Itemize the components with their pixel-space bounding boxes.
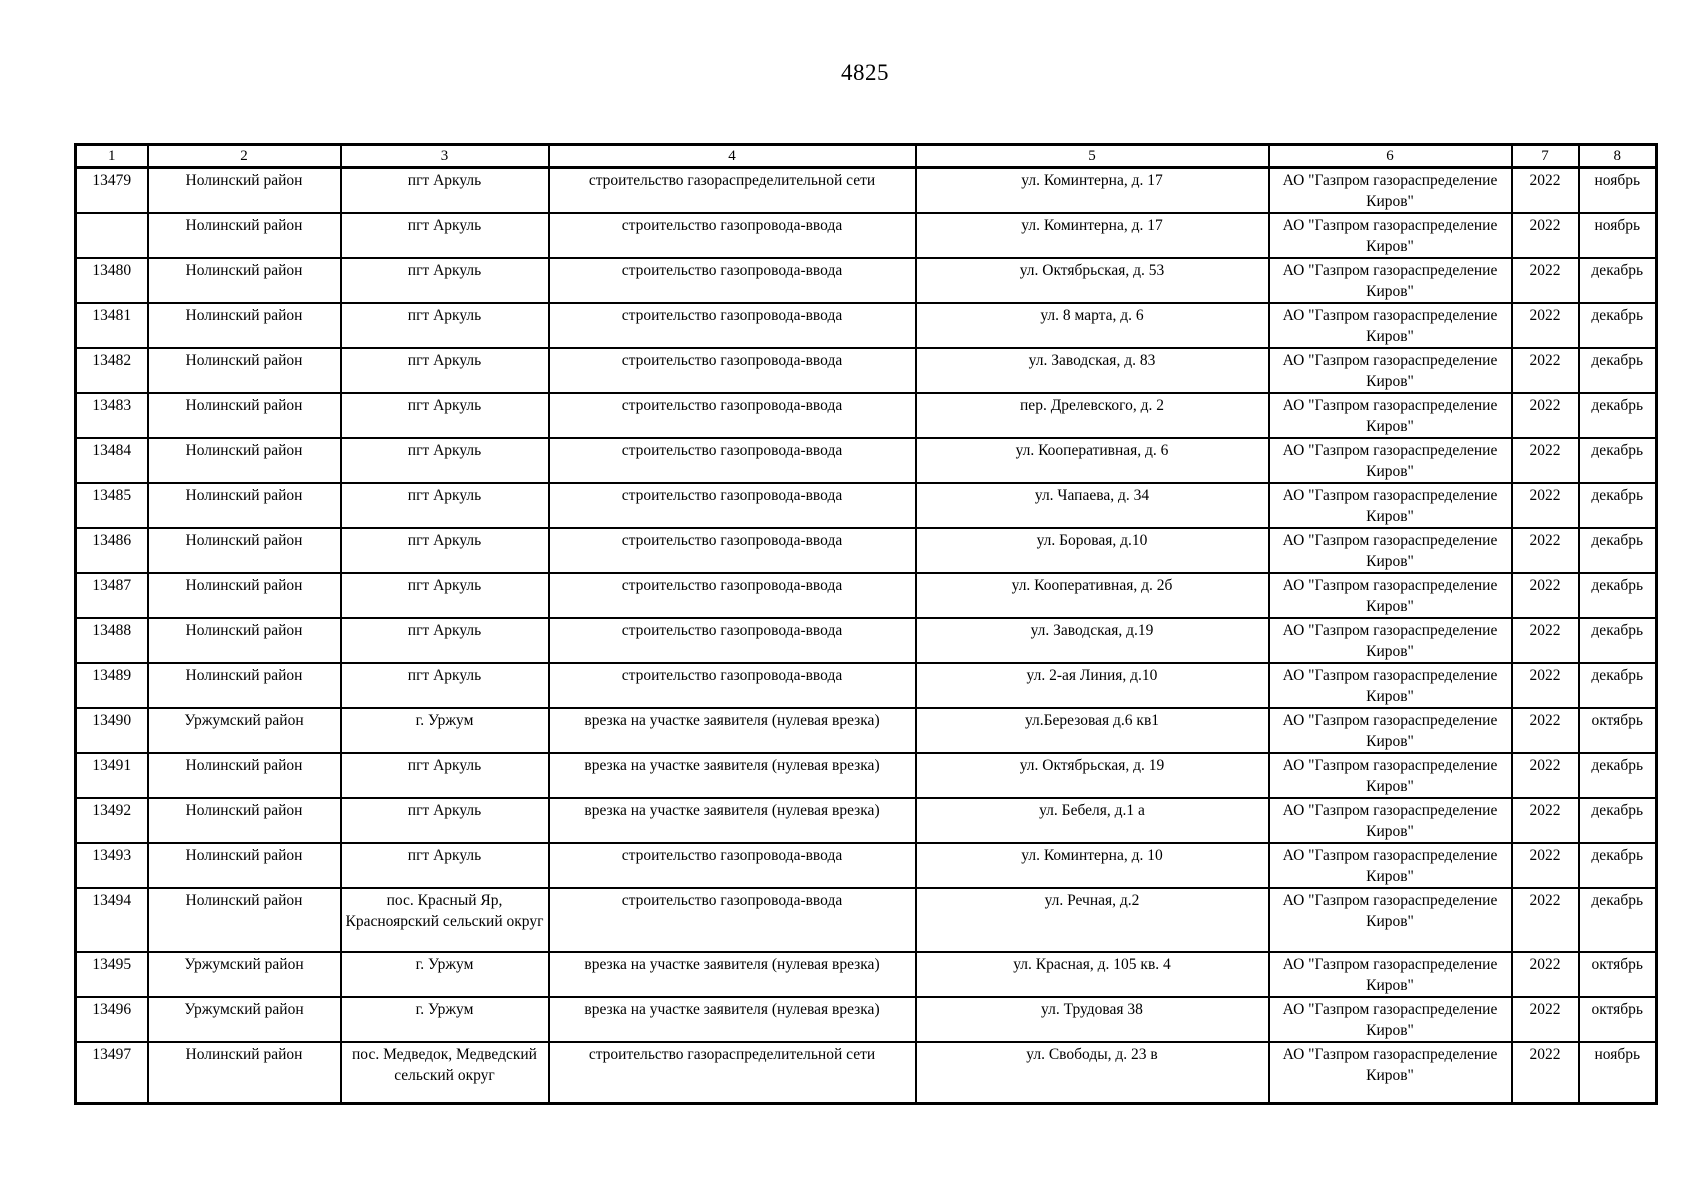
cell-work-type: строительство газопровода-ввода: [549, 438, 916, 483]
page-number: 4825: [841, 60, 889, 85]
cell-number: 13484: [76, 438, 148, 483]
cell-settlement: пгт Аркуль: [341, 798, 549, 843]
cell-district: Уржумский район: [148, 708, 341, 753]
cell-year: 2022: [1512, 708, 1579, 753]
cell-year: 2022: [1512, 393, 1579, 438]
cell-settlement: пгт Аркуль: [341, 348, 549, 393]
cell-number: 13483: [76, 393, 148, 438]
cell-address: ул. Бебеля, д.1 а: [916, 798, 1269, 843]
column-header: 6: [1269, 145, 1512, 168]
cell-settlement: пгт Аркуль: [341, 663, 549, 708]
cell-number: 13497: [76, 1042, 148, 1104]
cell-number: 13480: [76, 258, 148, 303]
cell-year: 2022: [1512, 303, 1579, 348]
table-row: [76, 663, 1657, 708]
table-body: [76, 168, 1657, 1104]
cell-year: 2022: [1512, 888, 1579, 952]
cell-month: декабрь: [1579, 798, 1657, 843]
cell-year: 2022: [1512, 573, 1579, 618]
column-header: 8: [1579, 145, 1657, 168]
cell-address: ул. Речная, д.2: [916, 888, 1269, 952]
cell-district: Нолинский район: [148, 798, 341, 843]
cell-organization: АО "Газпром газораспределение Киров": [1269, 573, 1512, 618]
cell-settlement: г. Уржум: [341, 997, 549, 1042]
table-row: [76, 843, 1657, 888]
cell-organization: АО "Газпром газораспределение Киров": [1269, 258, 1512, 303]
table-row: [76, 303, 1657, 348]
cell-settlement: пгт Аркуль: [341, 168, 549, 214]
cell-organization: АО "Газпром газораспределение Киров": [1269, 438, 1512, 483]
cell-month: декабрь: [1579, 483, 1657, 528]
cell-work-type: строительство газопровода-ввода: [549, 843, 916, 888]
cell-number: 13486: [76, 528, 148, 573]
cell-settlement: пгт Аркуль: [341, 393, 549, 438]
cell-month: декабрь: [1579, 258, 1657, 303]
cell-settlement: г. Уржум: [341, 708, 549, 753]
cell-month: декабрь: [1579, 528, 1657, 573]
cell-district: Нолинский район: [148, 303, 341, 348]
cell-month: ноябрь: [1579, 213, 1657, 258]
table-row: [76, 952, 1657, 997]
cell-address: ул. Коминтерна, д. 10: [916, 843, 1269, 888]
cell-year: 2022: [1512, 997, 1579, 1042]
cell-work-type: строительство газопровода-ввода: [549, 663, 916, 708]
table-row: [76, 708, 1657, 753]
cell-number: 13488: [76, 618, 148, 663]
cell-work-type: врезка на участке заявителя (нулевая врезка): [549, 952, 916, 997]
cell-organization: АО "Газпром газораспределение Киров": [1269, 952, 1512, 997]
cell-organization: АО "Газпром газораспределение Киров": [1269, 843, 1512, 888]
cell-address: ул. Коминтерна, д. 17: [916, 213, 1269, 258]
cell-organization: АО "Газпром газораспределение Киров": [1269, 348, 1512, 393]
table-row: [76, 618, 1657, 663]
cell-district: Нолинский район: [148, 258, 341, 303]
cell-month: декабрь: [1579, 393, 1657, 438]
cell-month: декабрь: [1579, 618, 1657, 663]
table-row: [76, 213, 1657, 258]
cell-settlement: пгт Аркуль: [341, 303, 549, 348]
column-header: 1: [76, 145, 148, 168]
cell-address: ул. 8 марта, д. 6: [916, 303, 1269, 348]
cell-number: [76, 213, 148, 258]
cell-month: декабрь: [1579, 888, 1657, 952]
cell-district: Нолинский район: [148, 528, 341, 573]
cell-year: 2022: [1512, 798, 1579, 843]
cell-district: Нолинский район: [148, 168, 341, 214]
table-row: [76, 573, 1657, 618]
cell-work-type: строительство газораспределительной сети: [549, 168, 916, 214]
cell-work-type: строительство газопровода-ввода: [549, 393, 916, 438]
cell-number: 13485: [76, 483, 148, 528]
cell-year: 2022: [1512, 1042, 1579, 1104]
cell-year: 2022: [1512, 483, 1579, 528]
cell-district: Нолинский район: [148, 753, 341, 798]
cell-month: октябрь: [1579, 952, 1657, 997]
cell-number: 13492: [76, 798, 148, 843]
table-row: [76, 393, 1657, 438]
cell-organization: АО "Газпром газораспределение Киров": [1269, 213, 1512, 258]
cell-district: Нолинский район: [148, 843, 341, 888]
cell-address: ул. Красная, д. 105 кв. 4: [916, 952, 1269, 997]
cell-settlement: пгт Аркуль: [341, 843, 549, 888]
cell-district: Нолинский район: [148, 393, 341, 438]
cell-month: декабрь: [1579, 753, 1657, 798]
cell-district: Нолинский район: [148, 438, 341, 483]
cell-address: ул. Коминтерна, д. 17: [916, 168, 1269, 214]
table-row: [76, 997, 1657, 1042]
cell-work-type: строительство газораспределительной сети: [549, 1042, 916, 1104]
cell-district: Нолинский район: [148, 1042, 341, 1104]
cell-year: 2022: [1512, 618, 1579, 663]
cell-year: 2022: [1512, 753, 1579, 798]
cell-organization: АО "Газпром газораспределение Киров": [1269, 168, 1512, 214]
column-header: 4: [549, 145, 916, 168]
cell-settlement: г. Уржум: [341, 952, 549, 997]
cell-organization: АО "Газпром газораспределение Киров": [1269, 1042, 1512, 1104]
cell-month: ноябрь: [1579, 168, 1657, 214]
cell-settlement: пос. Медведок, Медведский сельский округ: [341, 1042, 549, 1104]
cell-organization: АО "Газпром газораспределение Киров": [1269, 618, 1512, 663]
cell-number: 13479: [76, 168, 148, 214]
cell-address: ул. Чапаева, д. 34: [916, 483, 1269, 528]
cell-district: Нолинский район: [148, 348, 341, 393]
cell-month: октябрь: [1579, 708, 1657, 753]
cell-month: октябрь: [1579, 997, 1657, 1042]
table-row: [76, 1042, 1657, 1104]
cell-address: ул. Свободы, д. 23 в: [916, 1042, 1269, 1104]
cell-number: 13489: [76, 663, 148, 708]
cell-address: ул.Березовая д.6 кв1: [916, 708, 1269, 753]
cell-month: декабрь: [1579, 573, 1657, 618]
cell-organization: АО "Газпром газораспределение Киров": [1269, 708, 1512, 753]
cell-work-type: строительство газопровода-ввода: [549, 618, 916, 663]
table-row: [76, 753, 1657, 798]
cell-settlement: пгт Аркуль: [341, 483, 549, 528]
cell-address: ул. 2-ая Линия, д.10: [916, 663, 1269, 708]
cell-work-type: строительство газопровода-ввода: [549, 348, 916, 393]
cell-settlement: пгт Аркуль: [341, 258, 549, 303]
cell-work-type: строительство газопровода-ввода: [549, 573, 916, 618]
table-row: [76, 798, 1657, 843]
cell-district: Нолинский район: [148, 483, 341, 528]
cell-address: пер. Дрелевского, д. 2: [916, 393, 1269, 438]
cell-district: Нолинский район: [148, 573, 341, 618]
cell-work-type: врезка на участке заявителя (нулевая врезка): [549, 753, 916, 798]
cell-address: ул. Заводская, д.19: [916, 618, 1269, 663]
table-row: [76, 348, 1657, 393]
cell-number: 13493: [76, 843, 148, 888]
cell-work-type: строительство газопровода-ввода: [549, 258, 916, 303]
table-row: [76, 888, 1657, 952]
cell-number: 13487: [76, 573, 148, 618]
cell-number: 13495: [76, 952, 148, 997]
cell-number: 13490: [76, 708, 148, 753]
cell-organization: АО "Газпром газораспределение Киров": [1269, 997, 1512, 1042]
cell-year: 2022: [1512, 528, 1579, 573]
cell-settlement: пгт Аркуль: [341, 753, 549, 798]
column-header: 7: [1512, 145, 1579, 168]
cell-work-type: строительство газопровода-ввода: [549, 213, 916, 258]
cell-organization: АО "Газпром газораспределение Киров": [1269, 798, 1512, 843]
cell-year: 2022: [1512, 213, 1579, 258]
cell-year: 2022: [1512, 168, 1579, 214]
cell-month: ноябрь: [1579, 1042, 1657, 1104]
cell-organization: АО "Газпром газораспределение Киров": [1269, 528, 1512, 573]
cell-year: 2022: [1512, 438, 1579, 483]
cell-organization: АО "Газпром газораспределение Киров": [1269, 888, 1512, 952]
cell-year: 2022: [1512, 348, 1579, 393]
cell-settlement: пос. Красный Яр, Красноярский сельский округ: [341, 888, 549, 952]
cell-settlement: пгт Аркуль: [341, 573, 549, 618]
cell-number: 13482: [76, 348, 148, 393]
cell-work-type: врезка на участке заявителя (нулевая врезка): [549, 798, 916, 843]
cell-address: ул. Кооперативная, д. 2б: [916, 573, 1269, 618]
column-header: 2: [148, 145, 341, 168]
cell-year: 2022: [1512, 258, 1579, 303]
cell-settlement: пгт Аркуль: [341, 528, 549, 573]
cell-district: Уржумский район: [148, 952, 341, 997]
cell-number: 13494: [76, 888, 148, 952]
cell-district: Нолинский район: [148, 663, 341, 708]
cell-month: декабрь: [1579, 843, 1657, 888]
cell-work-type: строительство газопровода-ввода: [549, 483, 916, 528]
cell-work-type: строительство газопровода-ввода: [549, 303, 916, 348]
cell-month: декабрь: [1579, 438, 1657, 483]
cell-district: Нолинский район: [148, 618, 341, 663]
cell-organization: АО "Газпром газораспределение Киров": [1269, 303, 1512, 348]
cell-work-type: строительство газопровода-ввода: [549, 888, 916, 952]
cell-organization: АО "Газпром газораспределение Киров": [1269, 393, 1512, 438]
cell-organization: АО "Газпром газораспределение Киров": [1269, 663, 1512, 708]
cell-organization: АО "Газпром газораспределение Киров": [1269, 753, 1512, 798]
table-row: [76, 528, 1657, 573]
cell-settlement: пгт Аркуль: [341, 618, 549, 663]
cell-district: Уржумский район: [148, 997, 341, 1042]
table-row: [76, 168, 1657, 214]
column-header: 3: [341, 145, 549, 168]
cell-work-type: врезка на участке заявителя (нулевая врезка): [549, 997, 916, 1042]
cell-settlement: пгт Аркуль: [341, 213, 549, 258]
cell-address: ул. Октябрьская, д. 53: [916, 258, 1269, 303]
table-row: [76, 483, 1657, 528]
cell-work-type: врезка на участке заявителя (нулевая врезка): [549, 708, 916, 753]
column-header: 5: [916, 145, 1269, 168]
cell-address: ул. Боровая, д.10: [916, 528, 1269, 573]
cell-district: Нолинский район: [148, 888, 341, 952]
cell-address: ул. Кооперативная, д. 6: [916, 438, 1269, 483]
cell-month: декабрь: [1579, 303, 1657, 348]
cell-month: декабрь: [1579, 663, 1657, 708]
cell-address: ул. Трудовая 38: [916, 997, 1269, 1042]
cell-year: 2022: [1512, 663, 1579, 708]
table-row: [76, 438, 1657, 483]
cell-address: ул. Заводская, д. 83: [916, 348, 1269, 393]
cell-settlement: пгт Аркуль: [341, 438, 549, 483]
cell-address: ул. Октябрьская, д. 19: [916, 753, 1269, 798]
cell-number: 13496: [76, 997, 148, 1042]
cell-number: 13491: [76, 753, 148, 798]
cell-year: 2022: [1512, 952, 1579, 997]
cell-number: 13481: [76, 303, 148, 348]
cell-work-type: строительство газопровода-ввода: [549, 528, 916, 573]
cell-district: Нолинский район: [148, 213, 341, 258]
cell-year: 2022: [1512, 843, 1579, 888]
header-row: [76, 145, 1657, 168]
data-table: [74, 143, 1658, 1105]
cell-month: декабрь: [1579, 348, 1657, 393]
cell-organization: АО "Газпром газораспределение Киров": [1269, 483, 1512, 528]
table-row: [76, 258, 1657, 303]
